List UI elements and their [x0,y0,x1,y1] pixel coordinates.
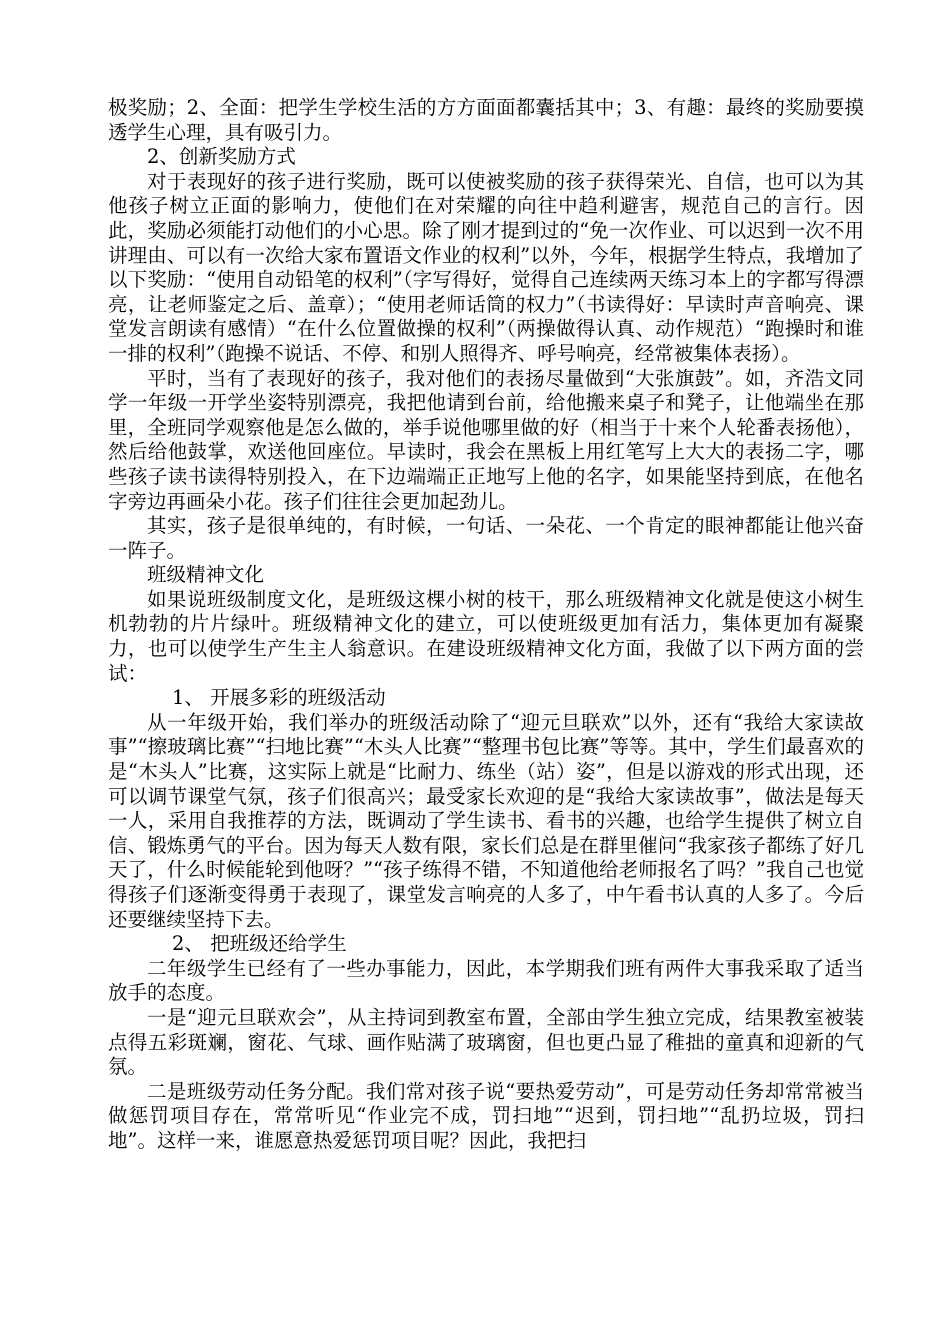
paragraph: 二年级学生已经有了一些办事能力，因此，本学期我们班有两件大事我采取了适当放手的态度。 [108,956,864,1005]
paragraph: 平时，当有了表现好的孩子，我对他们的表扬尽量做到“大张旗鼓”。如，齐浩文同学一年级一开学坐姿特别漂亮，我把他请到台前，给他搬来桌子和凳子，让他端坐在那里，全班同学观察他是怎么做的，举手说他哪里做的好（相当于十来个人轮番表扬他），然后给他鼓掌，欢送他回座位。早读时，我会在黑板上用红笔写上大大的表扬二字，哪些孩子读书读得特别投入，在下边端端正正地写上他的名字，如果能坚持到底，在他名字旁边再画朵小花。孩子们往往会更加起劲儿。 [108,366,864,513]
list-heading: 2、 把班级还给学生 [172,932,347,956]
paragraph: 从一年级开始，我们举办的班级活动除了“迎元旦联欢”以外，还有“我给大家读故事”“擦玻璃比赛”“扫地比赛”“木头人比赛”“整理书包比赛”等等。其中，学生们最喜欢的是“木头人”比赛，这实际上就是“比耐力、练坐（站）姿”，但是以游戏的形式出现，还可以调节课堂气氛，孩子们很高兴；最受家长欢迎的是“我给大家读故事”，做法是每天一人，采用自我推荐的方法，既调动了学生读书、看书的兴趣，也给学生提供了树立自信、锻炼勇气的平台。因为每天人数有限，家长们总是在群里催问“我家孩子都练了好几天了，什么时候能轮到他呀？”“孩子练得不错，不知道他给老师报名了吗？”我自己也觉得孩子们逐渐变得勇于表现了，课堂发言响亮的人多了，中午看书认真的人多了。今后还要继续坚持下去。 [108,710,864,931]
paragraph: 一是“迎元旦联欢会”，从主持词到教室布置，全部由学生独立完成，结果教室被装点得五彩斑斓，窗花、气球、画作贴满了玻璃窗，但也更凸显了稚拙的童真和迎新的气氛。 [108,1005,864,1079]
paragraph: 二是班级劳动任务分配。我们常对孩子说“要热爱劳动”，可是劳动任务却常常被当做惩罚项目存在，常常听见“作业完不成，罚扫地”“迟到，罚扫地”“乱扔垃圾，罚扫地”。这样一来，谁愿意热爱惩罚项目呢？因此，我把扫 [108,1079,864,1152]
list-heading: 1、 开展多彩的班级活动 [172,686,386,710]
paragraph: 极奖励；2、全面：把学生学校生活的方方面面都囊括其中；3、有趣：最终的奖励要摸透学生心理，具有吸引力。 [108,96,864,144]
paragraph: 其实，孩子是很单纯的，有时候，一句话、一朵花、一个肯定的眼神都能让他兴奋一阵子。 [108,514,864,562]
paragraph: 如果说班级制度文化，是班级这棵小树的枝干，那么班级精神文化就是使这小树生机勃勃的片片绿叶。班级精神文化的建立，可以使班级更加有活力，集体更加有凝聚力，也可以使学生产生主人翁意识。在建设班级精神文化方面，我做了以下两方面的尝试： [108,587,864,685]
section-heading: 班级精神文化 [147,563,265,587]
paragraph: 对于表现好的孩子进行奖励，既可以使被奖励的孩子获得荣光、自信，也可以为其他孩子树立正面的影响力，使他们在对荣耀的向往中趋利避害，规范自己的言行。因此，奖励必须能打动他们的小心思。除了刚才提到过的“免一次作业、可以迟到一次不用讲理由、可以有一次给大家布置语文作业的权利”以外，今年，根据学生特点，我增加了以下奖励：“使用自动铅笔的权利”（字写得好，觉得自己连续两天练习本上的字都写得漂亮，让老师鉴定之后、盖章）；“使用老师话筒的权力”（书读得好：早读时声音响亮、课堂发言朗读有感情）“在什么位置做操的权利”（两操做得认真、动作规范）“跑操时和谁一排的权利”（跑操不说话、不停、和别人照得齐、呼号响亮，经常被集体表扬）。 [108,169,864,365]
section-heading: 2、创新奖励方式 [147,145,296,169]
document-body [108,96,864,1154]
